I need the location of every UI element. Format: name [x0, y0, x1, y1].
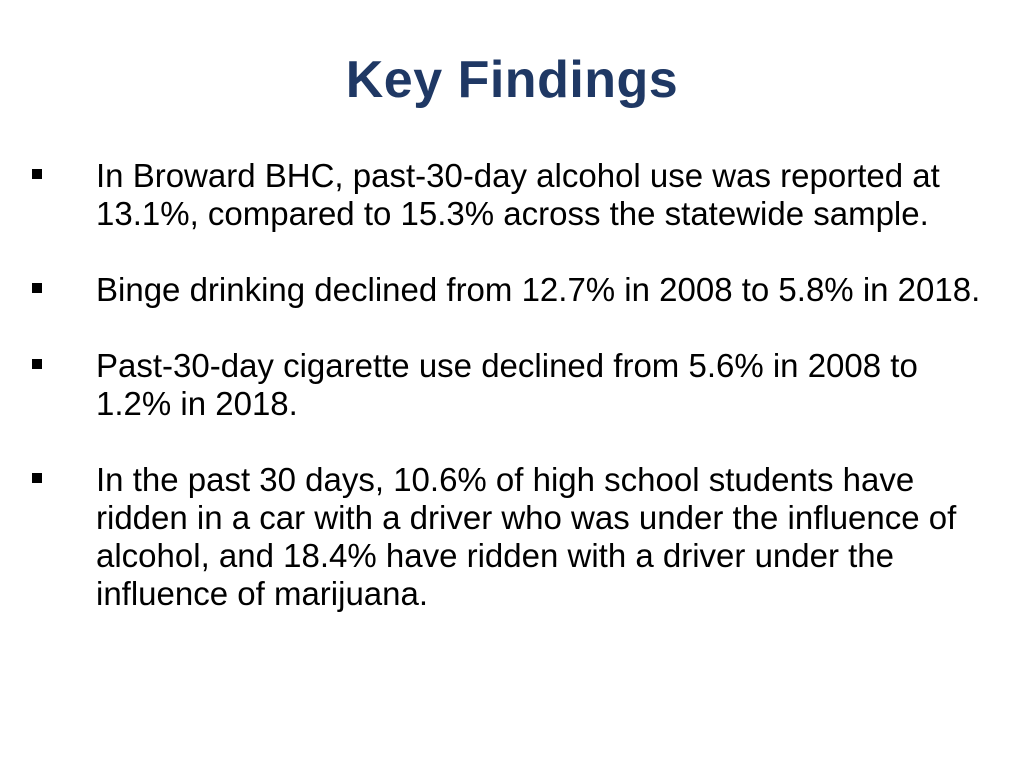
square-bullet-icon	[32, 359, 42, 369]
bullet-list	[0, 157, 1024, 651]
bullet-text: In Broward BHC, past-30-day alcohol use was reported at 13.1%, compared to 15.3% across the statewide sample.	[96, 157, 940, 232]
bullet-item-impaired-driver	[0, 461, 1024, 613]
bullet-text: Binge drinking declined from 12.7% in 2008 to 5.8% in 2018.	[96, 271, 981, 308]
square-bullet-icon	[32, 283, 42, 293]
bullet-item-binge-drinking	[0, 271, 1024, 309]
bullet-item-cigarette-use	[0, 347, 1024, 423]
square-bullet-icon	[32, 473, 42, 483]
slide-title: Key Findings	[345, 51, 679, 109]
bullet-item-alcohol-use	[0, 157, 1024, 233]
square-bullet-icon	[32, 169, 42, 179]
bullet-text: Past-30-day cigarette use declined from 5.6% in 2008 to 1.2% in 2018.	[96, 347, 918, 422]
bullet-text: In the past 30 days, 10.6% of high school students have ridden in a car with a driver who was under the influence of alcohol, and 18.4% have ridden with a driver under the influence of marijuana.	[96, 461, 957, 612]
